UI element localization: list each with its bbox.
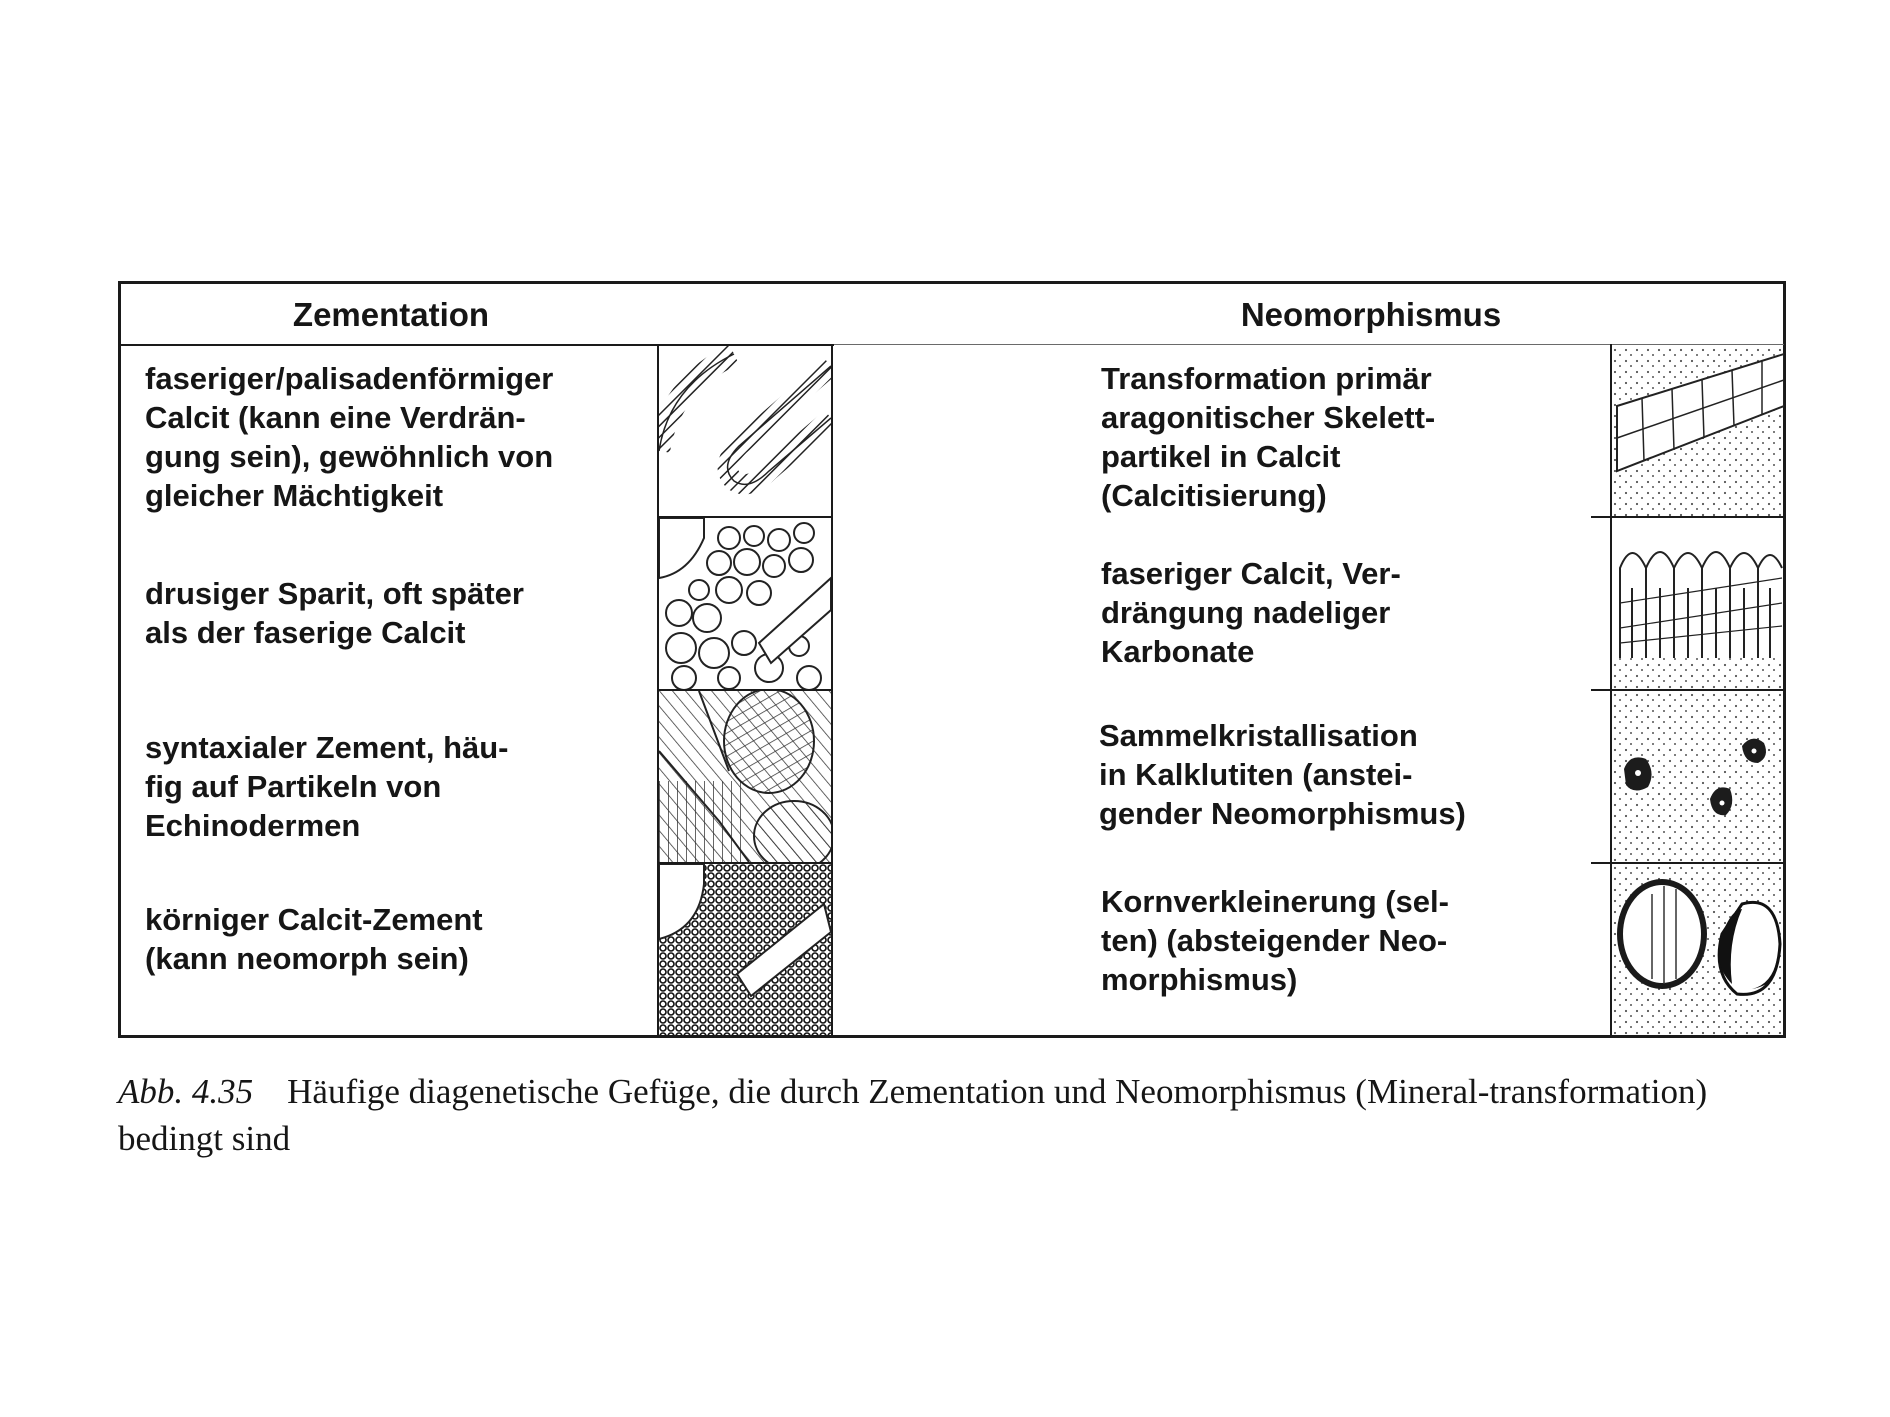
calcitized-skeletal-particle-icon bbox=[1612, 346, 1784, 516]
drusy-spar-icon bbox=[659, 518, 831, 689]
aggrading-neomorphism-icon bbox=[1612, 691, 1784, 862]
header-zementation: Zementation bbox=[292, 296, 490, 333]
desc-fibrous-calcite: faseriger/palisadenförmiger Calcit (kann eine Verdrän- gung sein), gewöhnlich von gleicher Mächtigkeit bbox=[145, 361, 554, 513]
figure-label: Abb. 4.35 bbox=[118, 1072, 254, 1111]
desc-syntaxial-cement: syntaxialer Zement, häu- fig auf Partikeln von Echinodermen bbox=[145, 730, 509, 843]
degrading-neomorphism-icon bbox=[1612, 864, 1784, 1035]
figure-table bbox=[118, 281, 1786, 1038]
desc-fibrous-replacement: faseriger Calcit, Ver- drängung nadeliger Karbonate bbox=[1101, 556, 1401, 669]
desc-degrading-neomorphism: Kornverkleinerung (sel- ten) (absteigender Neo- morphismus) bbox=[1101, 884, 1449, 997]
granular-cement-icon bbox=[659, 864, 831, 1035]
figure-caption bbox=[118, 1068, 1798, 1162]
fibrous-palisade-cement-icon bbox=[659, 346, 831, 516]
syntaxial-overgrowth-icon bbox=[659, 691, 831, 862]
desc-calcitization: Transformation primär aragonitischer Skelett- partikel in Calcit (Calcitisierung) bbox=[1101, 361, 1436, 513]
desc-drusy-spar: drusiger Sparit, oft später als der faserige Calcit bbox=[145, 576, 524, 650]
fibrous-replacement-icon bbox=[1612, 518, 1784, 689]
desc-aggrading-neomorphism: Sammelkristallisation in Kalklutiten (anstei- gender Neomorphismus) bbox=[1099, 718, 1466, 831]
desc-granular-cement: körniger Calcit-Zement (kann neomorph sein) bbox=[145, 902, 483, 976]
header-divider-right bbox=[834, 344, 1784, 345]
header-neomorphismus: Neomorphismus bbox=[1240, 296, 1502, 333]
figure-caption-text: Häufige diagenetische Gefüge, die durch Zementation und Neomorphismus (Mineral-transformation) bedingt sind bbox=[118, 1072, 1708, 1158]
